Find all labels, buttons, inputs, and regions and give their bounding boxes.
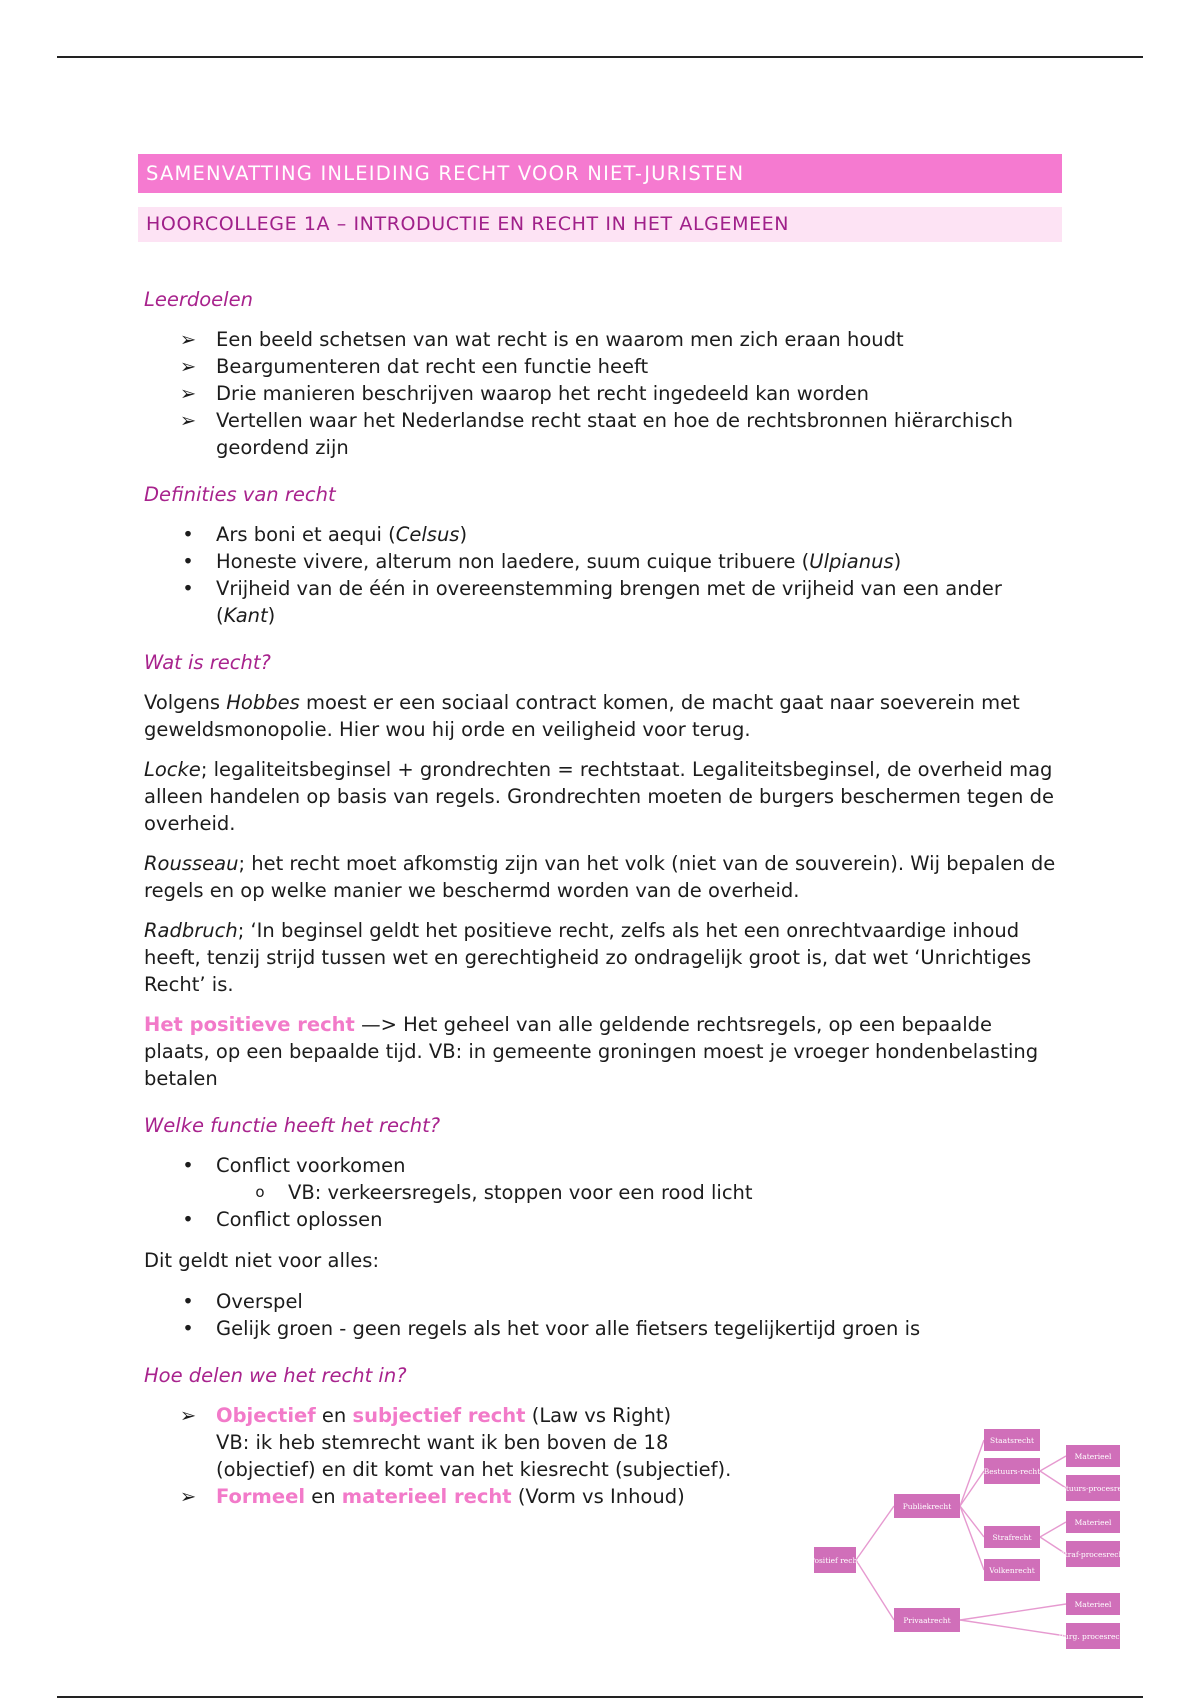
list-item: ➢ Formeel en materieel recht (Vorm vs Inhoud) — [179, 1485, 685, 1508]
paragraph-hobbes: Volgens Hobbes moest er een sociaal contract komen, de macht gaat naar soeverein met geweldsmonopolie. Hier wou hij orde en veiligheid voor terug. — [144, 691, 1020, 741]
label-strafrecht: Strafrecht — [992, 1533, 1032, 1542]
list-item: ➢ Objectief en subjectief recht (Law vs Right) VB: ik heb stemrecht want ik ben boven de 18 (objectief) en dit komt van het kiesrecht (subjectief). — [179, 1404, 732, 1481]
uitzonderingen-list — [138, 1288, 1062, 1342]
circle-bullet-icon: o — [255, 1183, 265, 1201]
label-bestuursrecht: Bestuurs-recht — [983, 1467, 1041, 1476]
heading-leerdoelen: Leerdoelen — [144, 288, 253, 311]
document-title: SAMENVATTING INLEIDING RECHT VOOR NIET-JURISTEN — [138, 154, 1062, 193]
list-item: • Gelijk groen - geen regels als het voor alle fietsers tegelijkertijd groen is — [138, 1315, 1062, 1342]
bullet-icon: • — [182, 1154, 194, 1177]
heading-functie: Welke functie heeft het recht? — [144, 1114, 441, 1137]
section-subtitle: HOORCOLLEGE 1A – INTRODUCTIE EN RECHT IN HET ALGEMEEN — [138, 207, 1062, 242]
list-item: ➢ Drie manieren beschrijven waarop het recht ingedeeld kan worden — [179, 382, 869, 405]
label-volkenrecht: Volkenrecht — [989, 1566, 1035, 1575]
list-item: ➢ Een beeld schetsen van wat recht is en waarom men zich eraan houdt — [179, 328, 904, 351]
heading-definities: Definities van recht — [144, 483, 336, 506]
label-staatsrecht: Staatsrecht — [989, 1436, 1035, 1445]
bullet-icon: • — [182, 1317, 194, 1340]
recht-tree-diagram — [804, 1410, 1134, 1665]
leerdoelen-list — [138, 326, 1062, 461]
heading-wat-is-recht: Wat is recht? — [144, 651, 271, 674]
paragraph-note: Dit geldt niet voor alles: — [144, 1249, 380, 1272]
label-burg-procesrecht: Burg. procesrecht — [1058, 1632, 1128, 1641]
list-item: o VB: verkeersregels, stoppen voor een rood licht — [138, 1179, 1062, 1206]
label-priv-materieel: Materieel — [1074, 1600, 1112, 1609]
bullet-icon: • — [182, 550, 194, 573]
bottom-rule — [57, 1696, 1143, 1698]
label-strafprocesrecht: Straf-procesrecht — [1059, 1550, 1127, 1559]
list-item: • Vrijheid van de één in overeenstemming brengen met de vrijheid van een ander (Kant) — [138, 575, 1062, 629]
bullet-icon: • — [182, 1208, 194, 1231]
list-item: • Honeste vivere, alterum non laedere, suum cuique tribuere (Ulpianus) — [138, 548, 1062, 575]
tree-nodes — [814, 1429, 1120, 1649]
list-item: • Conflict oplossen — [138, 1206, 1062, 1233]
definities-list — [138, 521, 1062, 629]
paragraph-radbruch: Radbruch; ‘In beginsel geldt het positieve recht, zelfs als het een onrechtvaardige inhoud heeft, tenzij strijd tussen wet en gerechtigheid zo ondragelijk groot is, dat wet ‘Unrichtiges Recht’ is. — [144, 919, 1032, 996]
label-bestuursprocesrecht: Bestuurs-procesrecht — [1052, 1484, 1134, 1493]
paragraph-locke: Locke; legaliteitsbeginsel + grondrechten = rechtstaat. Legaliteitsbeginsel, de overheid mag alleen handelen op basis van regels. Grondrechten moeten de burgers beschermen tegen de overheid. — [144, 758, 1054, 835]
list-item: ➢ Vertellen waar het Nederlandse recht staat en hoe de rechtsbronnen hiërarchisch geordend zijn — [179, 409, 1013, 459]
list-item: • Ars boni et aequi (Celsus) — [138, 521, 1062, 548]
heading-indeling: Hoe delen we het recht in? — [144, 1364, 407, 1387]
document-body — [138, 154, 1062, 1510]
label-bestuurs-materieel: Materieel — [1074, 1452, 1112, 1461]
arrow-bullet-icon: ➢ — [179, 1404, 197, 1427]
paragraph-positief-recht: Het positieve recht —> Het geheel van alle geldende rechtsregels, op een bepaalde plaats, op een bepaalde tijd. VB: in gemeente groningen moest je vroeger hondenbelasting betalen — [144, 1013, 1039, 1090]
label-privaatrecht: Privaatrecht — [903, 1616, 951, 1625]
functie-list — [138, 1152, 1062, 1233]
arrow-bullet-icon: ➢ — [179, 382, 197, 405]
arrow-bullet-icon: ➢ — [179, 409, 197, 432]
bullet-icon: • — [182, 523, 194, 546]
list-item: • Overspel — [138, 1288, 1062, 1315]
bullet-icon: • — [182, 1290, 194, 1313]
label-publiekrecht: Publiekrecht — [902, 1502, 952, 1511]
arrow-bullet-icon: ➢ — [179, 328, 197, 351]
paragraph-rousseau: Rousseau; het recht moet afkomstig zijn van het volk (niet van de souverein). Wij bepalen de regels en op welke manier we beschermd worden van de overheid. — [144, 852, 1056, 902]
list-item: • Conflict voorkomen — [138, 1152, 1062, 1179]
bullet-icon: • — [182, 577, 194, 600]
arrow-bullet-icon: ➢ — [179, 1485, 197, 1508]
label-positief-recht: Positief recht — [809, 1556, 861, 1565]
top-rule — [57, 56, 1143, 58]
arrow-bullet-icon: ➢ — [179, 355, 197, 378]
label-straf-materieel: Materieel — [1074, 1518, 1112, 1527]
list-item: ➢ Beargumenteren dat recht een functie heeft — [179, 355, 649, 378]
